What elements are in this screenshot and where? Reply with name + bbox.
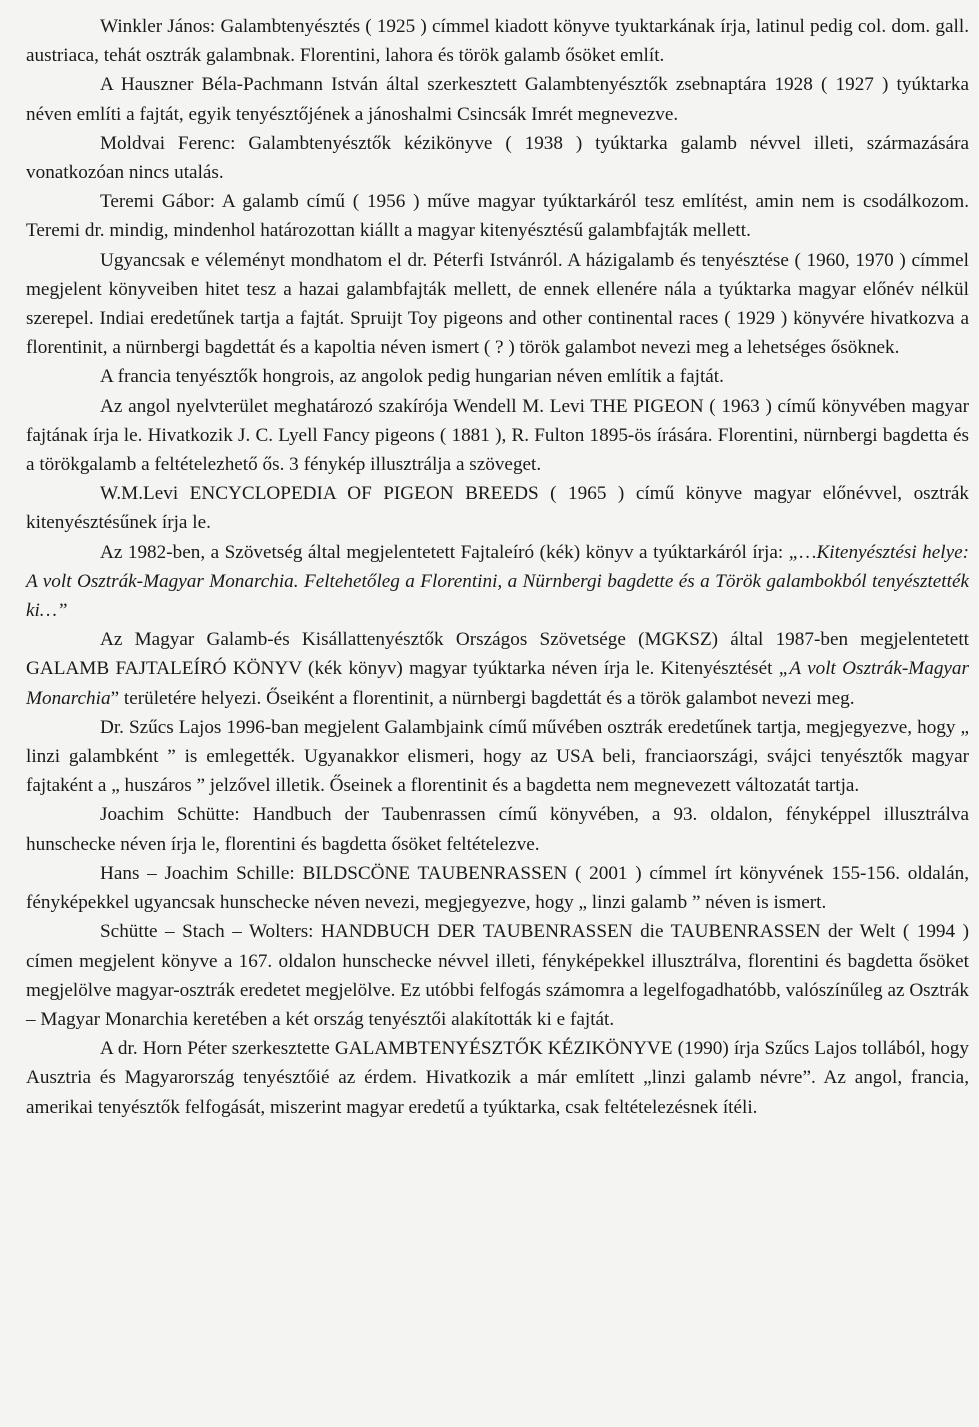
paragraph-11: Dr. Szűcs Lajos 1996-ban megjelent Galambjaink című művében osztrák eredetűnek tartja, megjegyezve, hogy „ linzi galambként ” is emlegették. Ugyanakkor elismeri, hogy az USA beli, franciaországi, svájci tenyésztők magyar fajtaként a „ huszáros ” jelzővel illetik. Őseinek a florentinit és a bagdetta nem megnevezett változatát tartja. bbox=[26, 716, 969, 797]
paragraph-10: Az Magyar Galamb-és Kisállattenyésztők Országos Szövetsége (MGKSZ) által 1987-ben megjelentetett GALAMB FAJTALEÍRÓ KÖNYV (kék könyv) magyar tyúktarka néven írja le. Kitenyésztését „A volt Osztrák-Magyar Monarchia” területére helyezi. Őseiként a florentinit, a nürnbergi bagdettát és a török galambot nevezi meg. bbox=[26, 629, 969, 709]
paragraph-5: Ugyancsak e véleményt mondhatom el dr. Péterfi Istvánról. A házigalamb és tenyésztése ( 1960, 1970 ) címmel megjelent könyveiben hitet tesz a hazai galambfajták mellett, de ennek ellenére nála a tyúktarka magyar előnév nélkül szerepel. Indiai eredetűnek tartja a fajtát. Spruijt Toy pigeons and other continental races ( 1929 ) könyvére hivatkozva a florentinit, a nürnbergi bagdettát és a kapoltia néven ismert ( ? ) török galambot nevezi meg a lehetséges ősöknek. bbox=[26, 249, 969, 359]
paragraph-1: Winkler János: Galambtenyésztés ( 1925 ) címmel kiadott könyve tyuktarkának írja, latinul pedig col. dom. gall. austriaca, tehát osztrák galambnak. Florentini, lahora és török galamb ősöket említ. bbox=[26, 16, 969, 67]
paragraph-15: A dr. Horn Péter szerkesztette GALAMBTENYÉSZTŐK KÉZIKÖNYVE (1990) írja Szűcs Lajos tollából, hogy Ausztria és Magyarország tenyésztőié az érdem. Hivatkozik a már említett „linzi galamb névre”. Az angol, francia, amerikai tenyésztők felfogását, miszerint magyar eredetű a tyúktarka, csak feltételezésnek ítéli. bbox=[26, 1038, 969, 1118]
paragraph-4: Teremi Gábor: A galamb című ( 1956 ) műve magyar tyúktarkáról tesz említést, amin nem is csodálkozom. Teremi dr. mindig, mindenhol határozottan kiállt a magyar kitenyésztésű galambfajták mellett. bbox=[26, 191, 969, 242]
paragraph-7: Az angol nyelvterület meghatározó szakírója Wendell M. Levi THE PIGEON ( 1963 ) című könyvében magyar fajtának írja le. Hivatkozik J. C. Lyell Fancy pigeons ( 1881 ), R. Fulton 1895-ös írására. Florentini, nürnbergi bagdetta és a törökgalamb a feltételezhető ős. 3 fénykép illusztrálja a szöveget. bbox=[26, 395, 969, 476]
paragraph-9: Az 1982-ben, a Szövetség által megjelentetett Fajtaleíró (kék) könyv a tyúktarkáról írja: „…Kitenyésztési helye: A volt Osztrák-Magyar Monarchia. Feltehetőleg a Florentini, a Nürnbergi bagdette és a Török galambokból tenyésztették ki…” bbox=[26, 541, 970, 622]
paragraph-8: W.M.Levi ENCYCLOPEDIA OF PIGEON BREEDS ( 1965 ) című könyve magyar előnévvel, osztrák kitenyésztésűnek írja le. bbox=[26, 483, 969, 534]
paragraph-12: Joachim Schütte: Handbuch der Taubenrassen című könyvében, a 93. oldalon, fényképpel illusztrálva hunschecke néven írja le, florentini és bagdetta ősöket feltételezve. bbox=[26, 804, 969, 855]
paragraph-13: Hans – Joachim Schille: BILDSCÖNE TAUBENRASSEN ( 2001 ) címmel írt könyvének 155-156. oldalán, fényképekkel ugyancsak hunschecke néven nevezi, megjegyezve, hogy „ linzi galamb ” néven is ismert. bbox=[26, 862, 969, 914]
paragraph-3: Moldvai Ferenc: Galambtenyésztők kézikönyve ( 1938 ) tyúktarka galamb névvel illeti, származására vonatkozóan nincs utalás. bbox=[26, 132, 969, 184]
paragraph-14: Schütte – Stach – Wolters: HANDBUCH DER TAUBENRASSEN die TAUBENRASSEN der Welt ( 1994 ) címen megjelent könyve a 167. oldalon hunschecke névvel illeti, fényképekkel illusztrálva, florentini és bagdetta ősöket megjelölve magyar-osztrák eredetet megjelölve. Ez utóbbi felfogás számomra a legelfogadhatóbb, valószínűleg az Osztrák – Magyar Monarchia keretében a két ország tenyésztői alakították ki e fajtát. bbox=[26, 921, 969, 1030]
paragraph-2: A Hauszner Béla-Pachmann István által szerkesztett Galambtenyésztők zsebnaptára 1928 ( 1927 ) tyúktarka néven említi a fajtát, egyik tenyésztőjének a jánoshalmi Csincsák Imrét megnevezve. bbox=[26, 74, 969, 125]
italic-quote: „…Kitenyésztési helye: A volt Osztrák-Magyar Monarchia. Feltehetőleg a Florentini, a Nürnbergi bagdette és a Török galambokból tenyésztették ki…” bbox=[26, 541, 970, 622]
italic-quote: „A volt Osztrák-Magyar Monarchia bbox=[26, 658, 969, 709]
paragraph-6: A francia tenyésztők hongrois, az angolok pedig hungarian néven említik a fajtát. bbox=[100, 366, 724, 388]
